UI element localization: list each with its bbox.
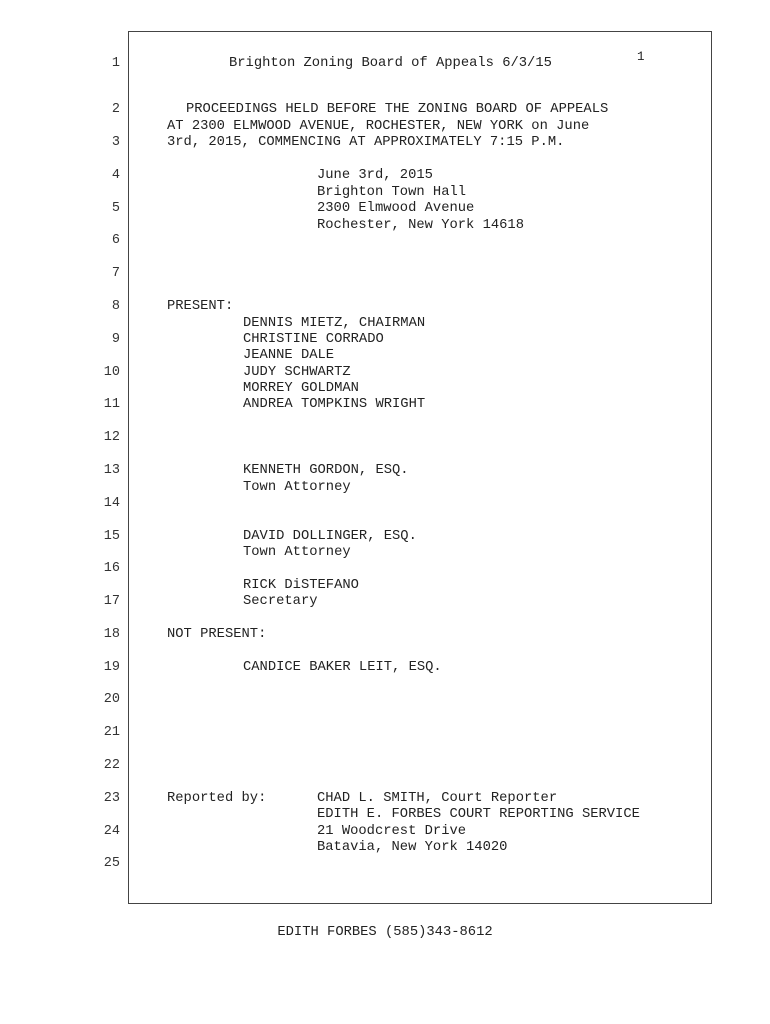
line-number: 7 <box>111 266 120 281</box>
line-number: 9 <box>111 332 120 347</box>
line-number: 25 <box>103 856 120 871</box>
line-number: 5 <box>111 201 120 216</box>
line-number: 6 <box>111 233 120 248</box>
board-member: JUDY SCHWARTZ <box>243 365 351 380</box>
board-member: MORREY GOLDMAN <box>243 381 359 396</box>
board-member: JEANNE DALE <box>243 348 335 363</box>
reported-by-label: Reported by: <box>167 791 267 806</box>
line-number: 12 <box>103 430 120 445</box>
transcript-page-frame <box>128 31 712 904</box>
line-number: 1 <box>111 56 120 71</box>
line-number: 20 <box>103 692 120 707</box>
secretary-title: Secretary <box>243 594 318 609</box>
line-number: 16 <box>103 561 120 576</box>
line-number: 3 <box>111 135 120 150</box>
location-line: 2300 Elmwood Avenue <box>317 201 475 216</box>
attorney-name: KENNETH GORDON, ESQ. <box>243 463 409 478</box>
reporter-line: 21 Woodcrest Drive <box>317 824 467 839</box>
board-member: DENNIS MIETZ, CHAIRMAN <box>243 316 426 331</box>
board-member: ANDREA TOMPKINS WRIGHT <box>243 397 426 412</box>
not-present-name: CANDICE BAKER LEIT, ESQ. <box>243 660 442 675</box>
reporter-line: EDITH E. FORBES COURT REPORTING SERVICE <box>317 807 640 822</box>
location-line: June 3rd, 2015 <box>317 168 433 183</box>
page-header: Brighton Zoning Board of Appeals 6/3/15 <box>229 56 552 71</box>
line-number: 23 <box>103 791 120 806</box>
line-number: 14 <box>103 496 120 511</box>
attorney-title: Town Attorney <box>243 545 351 560</box>
line-number: 2 <box>111 102 120 117</box>
location-line: Brighton Town Hall <box>317 185 467 200</box>
line-number: 10 <box>103 365 120 380</box>
page-number: 1 <box>637 50 645 64</box>
intro-line: 3rd, 2015, COMMENCING AT APPROXIMATELY 7:15 P.M. <box>167 135 565 150</box>
intro-line: PROCEEDINGS HELD BEFORE THE ZONING BOARD OF APPEALS <box>186 102 609 117</box>
line-number: 19 <box>103 660 120 675</box>
line-number: 17 <box>103 594 120 609</box>
line-number: 13 <box>103 463 120 478</box>
line-number: 11 <box>103 397 120 412</box>
reporter-line: Batavia, New York 14020 <box>317 840 508 855</box>
not-present-label: NOT PRESENT: <box>167 627 267 642</box>
line-number: 18 <box>103 627 120 642</box>
attorney-name: DAVID DOLLINGER, ESQ. <box>243 529 417 544</box>
reporter-line: CHAD L. SMITH, Court Reporter <box>317 791 558 806</box>
line-number: 15 <box>103 529 120 544</box>
line-number: 4 <box>111 168 120 183</box>
board-member: CHRISTINE CORRADO <box>243 332 384 347</box>
present-label: PRESENT: <box>167 299 234 314</box>
page-footer: EDITH FORBES (585)343-8612 <box>277 925 493 940</box>
intro-line: AT 2300 ELMWOOD AVENUE, ROCHESTER, NEW YORK on June <box>167 119 590 134</box>
attorney-title: Town Attorney <box>243 480 351 495</box>
line-number: 8 <box>111 299 120 314</box>
secretary-name: RICK DiSTEFANO <box>243 578 359 593</box>
line-number: 24 <box>103 824 120 839</box>
line-number: 21 <box>103 725 120 740</box>
location-line: Rochester, New York 14618 <box>317 218 524 233</box>
line-number: 22 <box>103 758 120 773</box>
